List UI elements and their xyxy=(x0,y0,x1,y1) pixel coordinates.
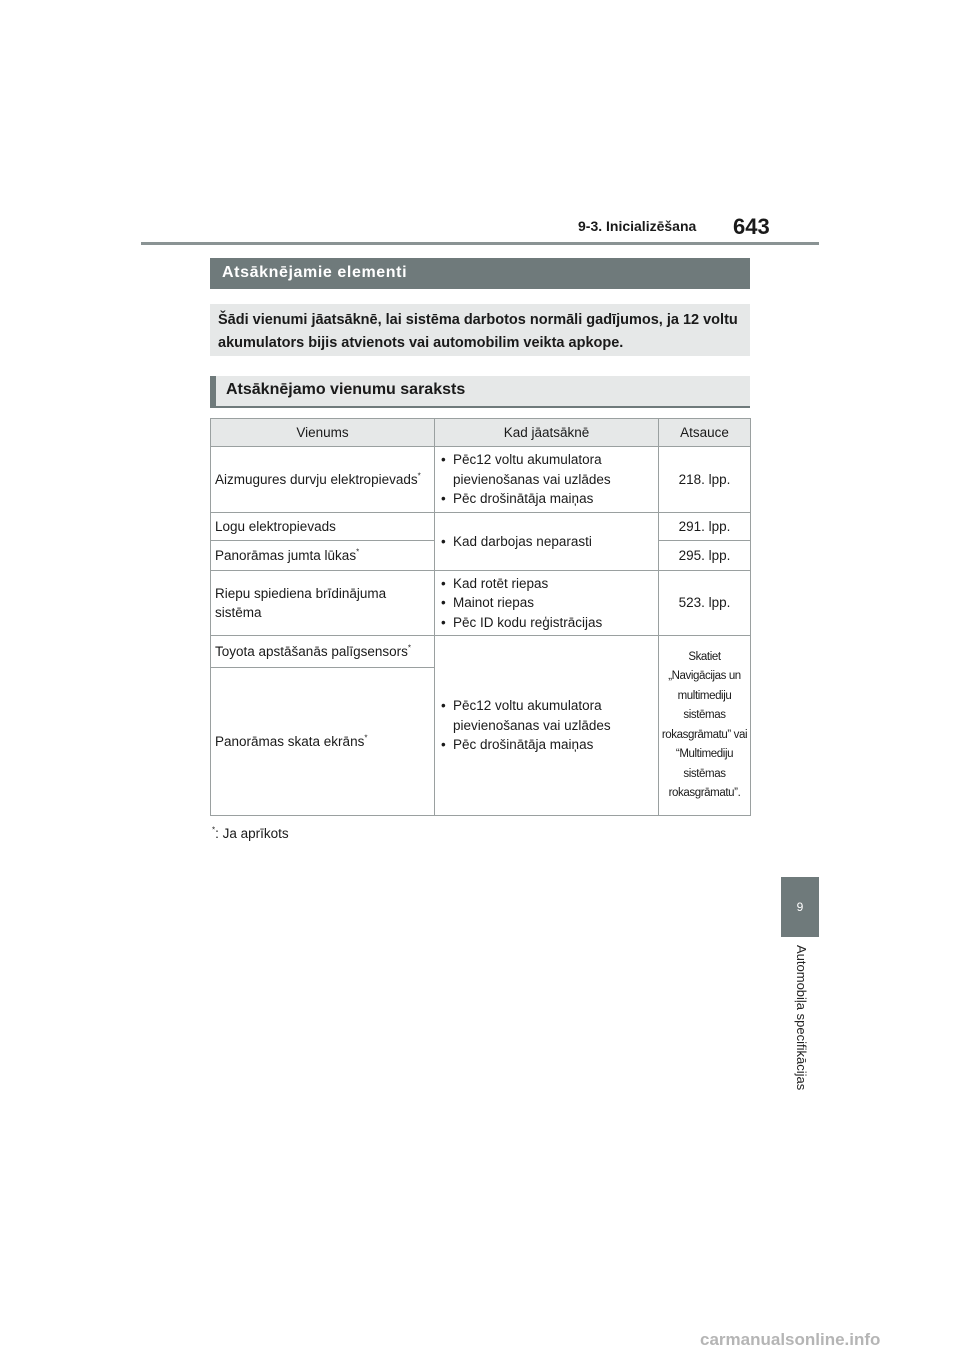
when-cell xyxy=(435,447,659,513)
list-item: • Pēc drošinātāja maiņas xyxy=(439,489,654,509)
list-heading-rule xyxy=(210,406,750,408)
reference-cell: 218. lpp. xyxy=(659,447,751,513)
table-row xyxy=(211,636,751,668)
item-cell: Riepu spiediena brīdinājuma sistēma xyxy=(211,571,435,636)
item-cell: Panorāmas skata ekrāns* xyxy=(211,668,435,816)
list-item: • Pēc ID kodu reģistrācijas xyxy=(439,613,654,633)
list-item: • Pēc drošinātāja maiņas xyxy=(439,735,654,755)
item-cell: Panorāmas jumta lūkas* xyxy=(211,541,435,571)
item-cell: Aizmugures durvju elektropievads* xyxy=(211,447,435,513)
list-item: • Pēc12 voltu akumulatora pievienošanas vai uzlādes xyxy=(439,450,654,489)
items-table xyxy=(210,418,751,816)
when-cell xyxy=(435,571,659,636)
reference-cell: 291. lpp. xyxy=(659,513,751,541)
list-heading: Atsāknējamo vienumu saraksts xyxy=(210,376,750,406)
section-title: 9-3. Inicializēšana xyxy=(578,218,697,234)
table-row xyxy=(211,447,751,513)
when-cell xyxy=(435,513,659,571)
footnote: *: Ja aprīkots xyxy=(212,825,289,841)
item-cell: Logu elektropievads xyxy=(211,513,435,541)
column-header-item: Vienums xyxy=(211,419,435,447)
page-number: 643 xyxy=(733,214,770,239)
chapter-label: Automobiļa specifikācijas xyxy=(794,945,809,1091)
reference-cell: Skatiet „Navigācijas un multimediju sistēmas rokasgrāmatu” vai “Multimediju sistēmas rokasgrāmatu”. xyxy=(659,636,751,816)
list-item: • Pēc12 voltu akumulatora pievienošanas vai uzlādes xyxy=(439,696,654,735)
list-item: • Kad rotēt riepas xyxy=(439,574,654,594)
header-divider xyxy=(141,242,819,245)
intro-text: Šādi vienumi jāatsāknē, lai sistēma darbotos normāli gadījumos, ja 12 voltu akumulators bijis atvienots vai automobilim veikta apkope. xyxy=(210,304,750,356)
reference-cell: 295. lpp. xyxy=(659,541,751,571)
list-item: • Kad darbojas neparasti xyxy=(439,532,654,552)
watermark: carmanualsonline.info xyxy=(700,1330,881,1349)
table-row xyxy=(211,513,751,541)
list-item: • Mainot riepas xyxy=(439,593,654,613)
section-banner: Atsāknējamie elementi xyxy=(210,258,750,289)
item-cell: Toyota apstāšanās palīgsensors* xyxy=(211,636,435,668)
table-header-row xyxy=(211,419,751,447)
chapter-tab: 9 xyxy=(781,877,819,937)
when-cell xyxy=(435,636,659,816)
column-header-when: Kad jāatsāknē xyxy=(435,419,659,447)
reference-cell: 523. lpp. xyxy=(659,571,751,636)
column-header-reference: Atsauce xyxy=(659,419,751,447)
table-row xyxy=(211,571,751,636)
